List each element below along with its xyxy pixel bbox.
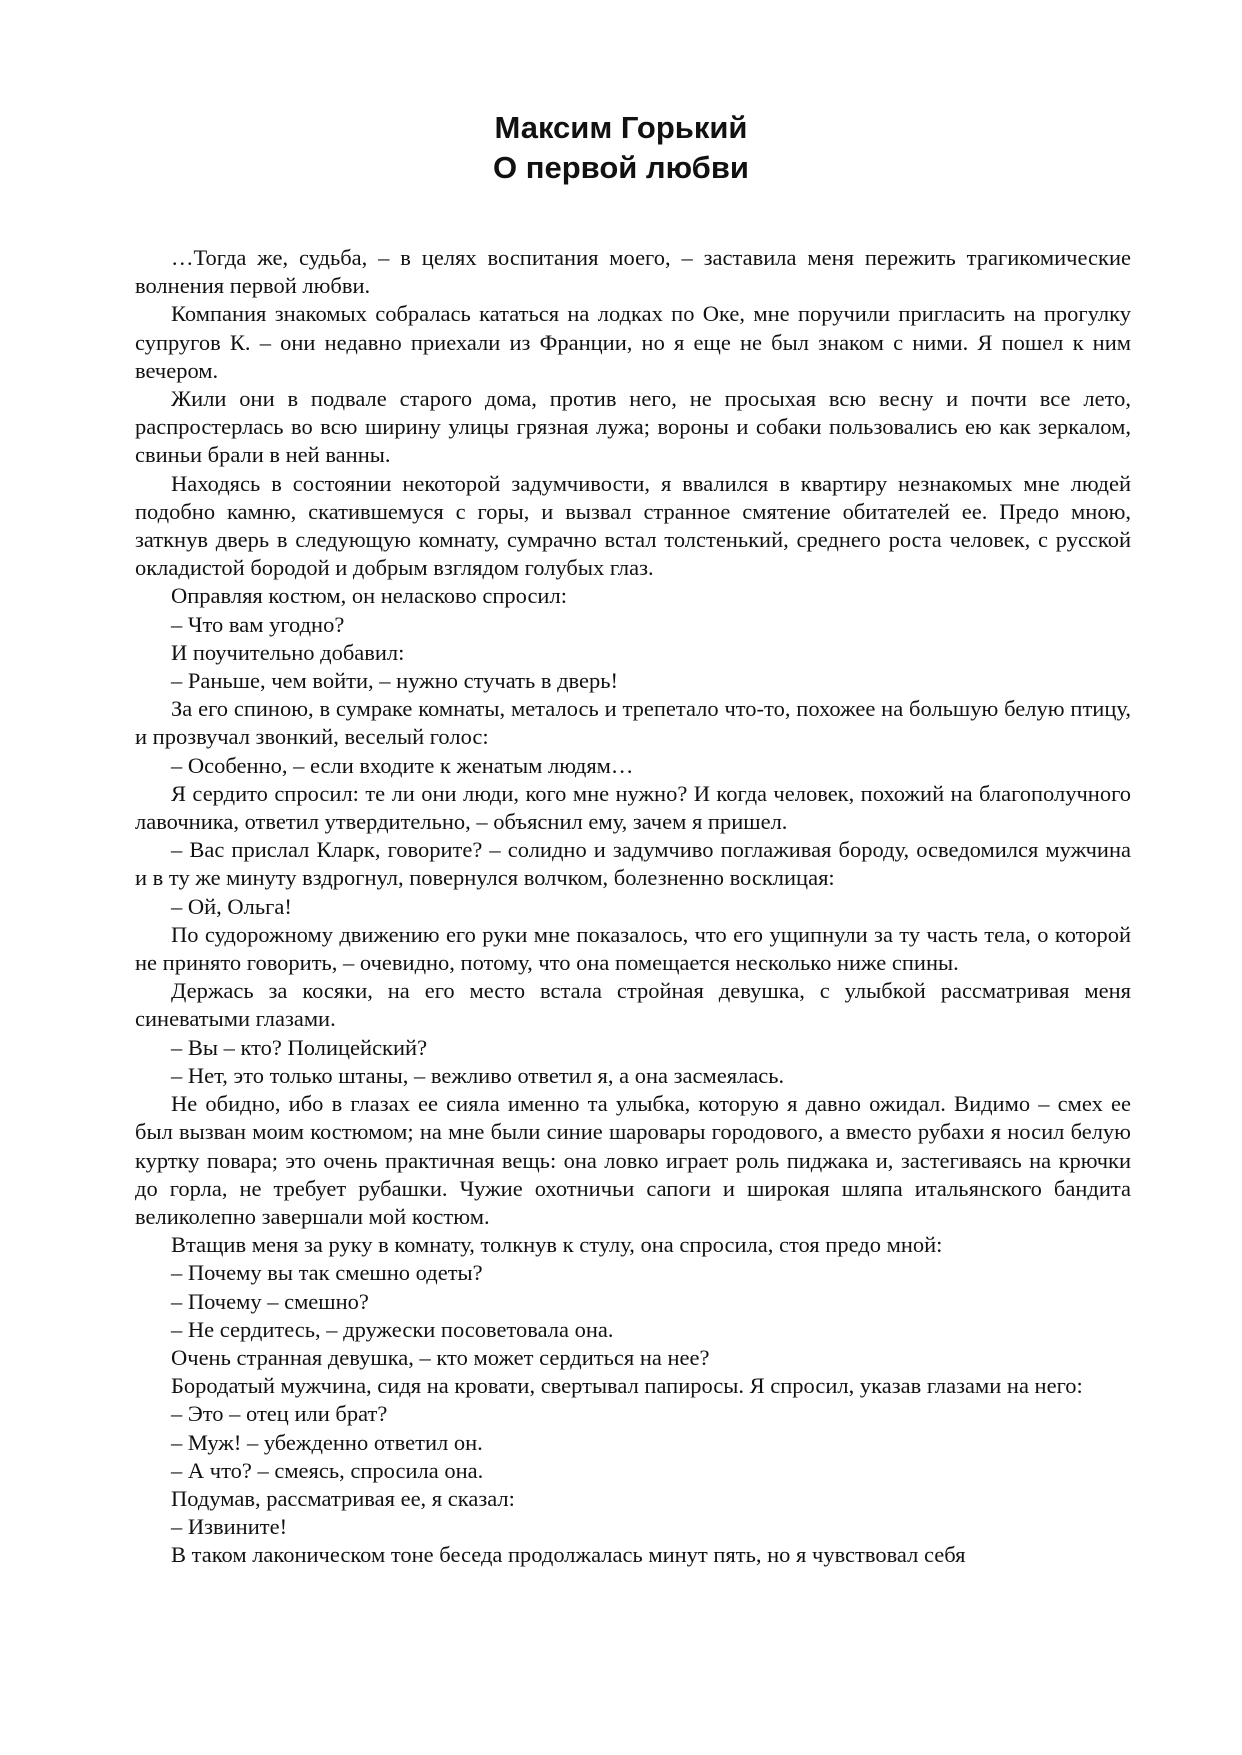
paragraph: Подумав, рассматривая ее, я сказал: — [171, 1485, 515, 1511]
paragraph: Находясь в состоянии некоторой задумчивости, я ввалился в квартиру незнакомых мне людей подобно камню, скатившемуся с горы, и вызвал странное смятение обитателей ее. Предо мною, заткнув дверь в следующую комнату, сумрачно встал толстенький, среднего роста человек, с русской окладистой бородой и добрым взглядом голубых глаз. — [135, 470, 1131, 581]
paragraph: – Муж! – убежденно ответил он. — [171, 1429, 483, 1455]
paragraph: – Извините! — [171, 1514, 288, 1540]
paragraph: – Раньше, чем войти, – нужно стучать в дверь! — [171, 668, 619, 694]
paragraph: – Вас прислал Кларк, говорите? – солидно и задумчиво поглаживая бороду, осведомился мужчина и в ту же минуту вздрогнул, повернулся волчком, болезненно восклицая: — [135, 837, 1131, 891]
paragraph: Не обидно, ибо в глазах ее сияла именно та улыбка, которую я давно ожидал. Видимо – смех ее был вызван моим костюмом; на мне были синие шаровары городового, а вместо рубахи я носил белую куртку повара; это очень практичная вещь: она ловко играет роль пиджака и, застегиваясь на крючки до горла, не требует рубашки. Чужие охотничьи сапоги и широкая шляпа итальянского бандита великолепно завершали мой костюм. — [135, 1091, 1131, 1229]
paragraph: – Это – отец или брат? — [171, 1401, 388, 1427]
paragraph: – Вы – кто? Полицейский? — [171, 1034, 428, 1060]
paragraph: – Ой, Ольга! — [171, 893, 292, 919]
title-block — [0, 108, 1242, 188]
body-text — [135, 244, 1131, 1570]
paragraph: Бородатый мужчина, сидя на кровати, свертывал папиросы. Я спросил, указав глазами на него: — [171, 1373, 1083, 1399]
paragraph: – Особенно, – если входите к женатым людям… — [171, 752, 634, 778]
paragraph: Жили они в подвале старого дома, против него, не просыхая всю весну и почти все лето, распростерлась во всю ширину улицы грязная лужа; вороны и собаки пользовались ею как зеркалом, свиньи брали в ней ванны. — [135, 386, 1131, 468]
paragraph: – Не сердитесь, – дружески посоветовала она. — [171, 1316, 614, 1342]
paragraph: По судорожному движению его руки мне показалось, что его ущипнули за ту часть тела, о которой не принято говорить, – очевидно, потому, что она помещается несколько ниже спины. — [135, 921, 1131, 976]
paragraph: Оправляя костюм, он неласково спросил: — [171, 583, 567, 609]
paragraph: – А что? – смеясь, спросила она. — [171, 1457, 484, 1483]
paragraph: Я сердито спросил: те ли они люди, кого мне нужно? И когда человек, похожий на благополучного лавочника, ответил утвердительно, – объяснил ему, зачем я пришел. — [135, 780, 1131, 835]
paragraph: Держась за косяки, на его место встала стройная девушка, с улыбкой рассматривая меня синеватыми глазами. — [135, 978, 1131, 1032]
paragraph: Очень странная девушка, – кто может сердиться на нее? — [171, 1344, 710, 1370]
paragraph: И поучительно добавил: — [171, 639, 405, 665]
paragraph: …Тогда же, судьба, – в целях воспитания моего, – заставила меня пережить трагикомические волнения первой любви. — [135, 245, 1131, 299]
paragraph: – Почему вы так смешно одеты? — [171, 1260, 483, 1286]
author-name: Максим Горький — [494, 110, 748, 145]
paragraph: Компания знакомых собралась кататься на лодках по Оке, мне поручили пригласить на прогулку супругов К. – они недавно приехали из Франции, но я еще не был знаком с ними. Я пошел к ним вечером. — [135, 301, 1131, 383]
story-title: О первой любви — [493, 150, 749, 185]
paragraph: – Почему – смешно? — [171, 1288, 369, 1314]
paragraph: За его спиною, в сумраке комнаты, металось и трепетало что-то, похожее на большую белую птицу, и прозвучал звонкий, веселый голос: — [135, 696, 1131, 750]
paragraph: – Нет, это только штаны, – вежливо ответил я, а она засмеялась. — [171, 1062, 785, 1088]
paragraph: В таком лаконическом тоне беседа продолжалась минут пять, но я чувствовал себя — [171, 1542, 966, 1568]
paragraph: Втащив меня за руку в комнату, толкнув к стулу, она спросила, стоя предо мной: — [171, 1232, 943, 1258]
paragraph: – Что вам угодно? — [171, 611, 345, 637]
